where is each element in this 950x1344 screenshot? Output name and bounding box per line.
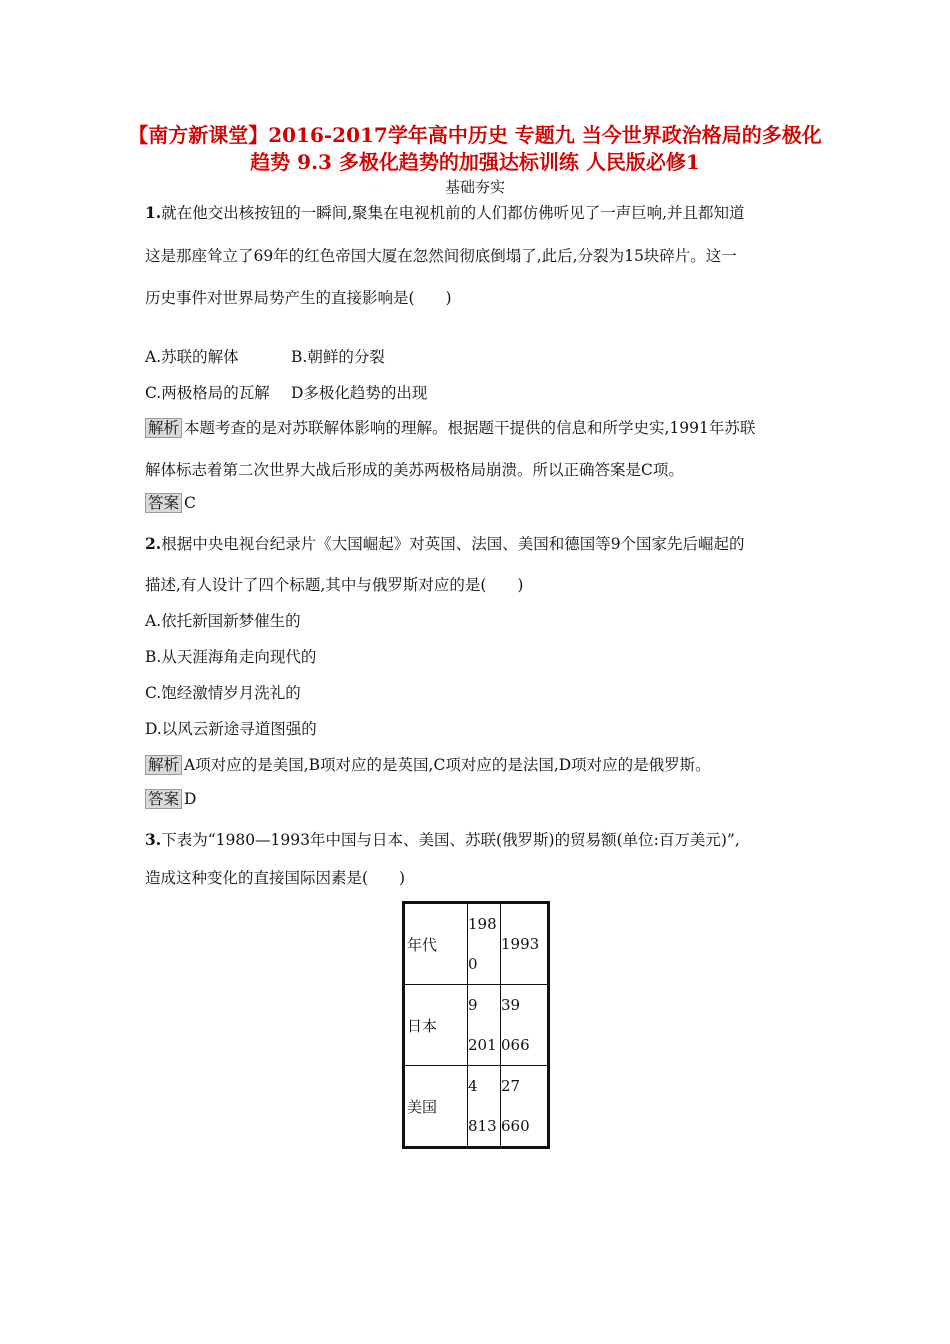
q1-answer: 答案 C xyxy=(145,493,196,513)
q3-stem-line-1: 3.下表为“1980—1993年中国与日本、美国、苏联(俄罗斯)的贸易额(单位:百万美元)”, xyxy=(145,830,740,849)
section-heading: 基础夯实 xyxy=(444,178,505,196)
document-title: 【南方新课堂】2016-2017学年高中历史 专题九 当今世界政治格局的多极化趋势 9.3 多极化趋势的加强达标训练 人民版必修1 xyxy=(128,123,822,174)
answer-tag: 答案 xyxy=(145,789,182,809)
table-cell: 198 0 xyxy=(468,903,501,985)
trade-table xyxy=(402,901,550,1149)
q1-analysis-line-2: 解体标志着第二次世界大战后形成的美苏两极格局崩溃。所以正确答案是C项。 xyxy=(145,461,684,479)
q1-option-a: A.苏联的解体 xyxy=(145,348,239,366)
table-cell: 美国 xyxy=(404,1066,468,1148)
table-cell: 39 066 xyxy=(501,985,549,1066)
q1-analysis: 解析 本题考查的是对苏联解体影响的理解。根据题干提供的信息和所学史实,1991年苏联 xyxy=(145,416,755,438)
q3-number: 3. xyxy=(145,830,162,849)
analysis-tag: 解析 xyxy=(145,418,182,438)
q3-stem-line-2: 造成这种变化的直接国际因素是( ) xyxy=(145,869,406,887)
table-cell: 1993 xyxy=(501,903,549,985)
table-row xyxy=(404,903,549,985)
q1-number: 1. xyxy=(145,203,162,222)
answer-tag: 答案 xyxy=(145,493,182,513)
table-cell: 9 201 xyxy=(468,985,501,1066)
q2-option-a: A.依托新国新梦催生的 xyxy=(145,612,301,630)
q1-option-b: B.朝鲜的分裂 xyxy=(291,348,385,366)
q2-option-c: C.饱经激情岁月洗礼的 xyxy=(145,684,301,702)
q1-option-d: D多极化趋势的出现 xyxy=(291,384,428,402)
table-cell: 年代 xyxy=(404,903,468,985)
table-cell: 27 660 xyxy=(501,1066,549,1148)
q1-stem-line-2: 这是那座耸立了69年的红色帝国大厦在忽然间彻底倒塌了,此后,分裂为15块碎片。这一 xyxy=(145,247,737,265)
q2-answer: 答案 D xyxy=(145,789,196,809)
q1-stem-line-3: 历史事件对世界局势产生的直接影响是( ) xyxy=(145,289,452,307)
q2-option-b: B.从天涯海角走向现代的 xyxy=(145,648,317,666)
q2-number: 2. xyxy=(145,534,162,553)
q2-stem-line-1: 2.根据中央电视台纪录片《大国崛起》对英国、法国、美国和德国等9个国家先后崛起的 xyxy=(145,534,745,553)
table-row xyxy=(404,985,549,1066)
q2-stem-line-2: 描述,有人设计了四个标题,其中与俄罗斯对应的是( ) xyxy=(145,576,524,594)
q2-analysis: 解析 A项对应的是美国,B项对应的是英国,C项对应的是法国,D项对应的是俄罗斯。 xyxy=(145,753,711,775)
table-cell: 4 813 xyxy=(468,1066,501,1148)
q1-stem-line-1: 1.就在他交出核按钮的一瞬间,聚集在电视机前的人们都仿佛听见了一声巨响,并且都知道 xyxy=(145,203,745,222)
q1-option-c: C.两极格局的瓦解 xyxy=(145,384,270,402)
analysis-tag: 解析 xyxy=(145,755,182,775)
table-cell: 日本 xyxy=(404,985,468,1066)
q2-option-d: D.以风云新途寻道图强的 xyxy=(145,720,317,738)
table-row xyxy=(404,1066,549,1148)
